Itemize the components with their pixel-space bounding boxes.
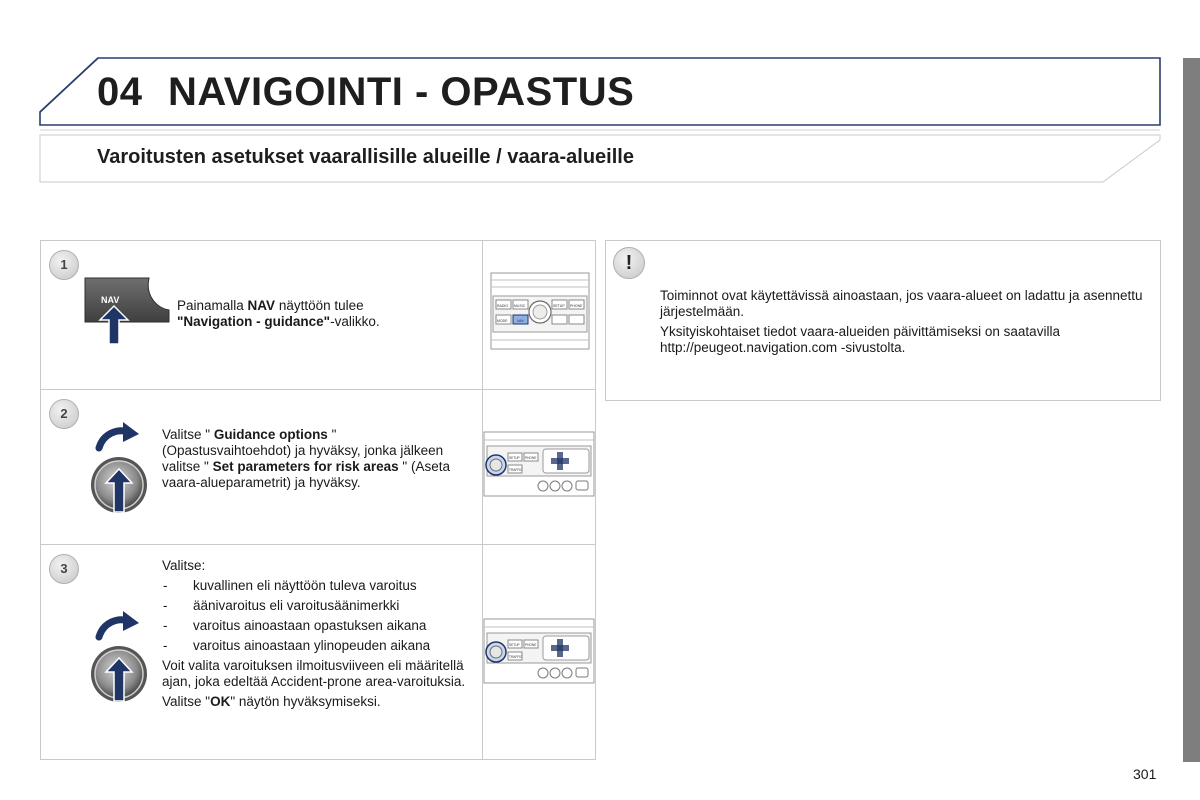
radio-panel-knob-illustration (483, 431, 595, 499)
step-2-image-cell (482, 390, 595, 544)
step-1-text: Painamalla NAV näyttöön tulee "Navigation - guidance"-valikko. (177, 298, 380, 329)
panel-key-phone: PHONE (525, 643, 537, 647)
step-2-text: Valitse " Guidance options " (Opastusvaihtoehdot) ja hyväksy, jonka jälkeen valitse " Set parameters for risk areas " (Aseta vaara-alueparametrit) ja hyväksy. (162, 427, 450, 490)
panel-key-radio: RADIO (497, 304, 509, 308)
info-note-box (605, 240, 1161, 401)
step-1-image-cell (482, 241, 595, 389)
info-note-paragraph-2: Yksityiskohtaiset tiedot vaara-alueiden päivittämiseksi on saatavilla http://peugeot.navigation.com -sivustolta. (660, 324, 1060, 355)
panel-key-setup: SETUP (509, 643, 520, 647)
panel-key-phone: PHONE (570, 304, 583, 308)
alert-option-guidance-only: - varoitus ainoastaan opastuksen aikana (162, 618, 477, 634)
step-3-intro: Valitse: (162, 558, 206, 573)
step-badge: 1 (49, 250, 79, 280)
step-2 (41, 390, 595, 545)
step-badge: 3 (49, 554, 79, 584)
panel-key-phone: PHONE (525, 456, 537, 460)
section-title: Varoitusten asetukset vaarallisille alueille / vaara-alueille (97, 146, 634, 168)
step-badge: 2 (49, 399, 79, 429)
radio-panel-nav-illustration (490, 272, 590, 350)
panel-key-traffic: TRAFFIC (509, 468, 523, 472)
info-note-paragraph-1: Toiminnot ovat käytettävissä ainoastaan, jos vaara-alueet on ladattu ja asennettu järjestelmään. (660, 288, 1143, 319)
panel-key-setup: SETUP (509, 456, 520, 460)
chapter-title: NAVIGOINTI - OPASTUS (168, 70, 635, 114)
alert-options-list (162, 578, 477, 654)
panel-key-nav: NAV (517, 319, 524, 323)
step-3-image-cell (482, 545, 595, 759)
steps-panel (40, 240, 596, 760)
alert-option-sound: - äänivaroitus eli varoitusäänimerkki (162, 598, 477, 614)
step-3 (41, 545, 595, 759)
step-3-delay-text: Voit valita varoituksen ilmoitusviiveen eli määritellä ajan, joka edeltää Accident-prone area-varoituksia. (162, 658, 466, 689)
alert-option-visual: - kuvallinen eli näyttöön tuleva varoitus (162, 578, 477, 594)
step-3-text (162, 558, 477, 710)
panel-key-mode: MODE (497, 319, 508, 323)
nav-button-icon (81, 274, 171, 349)
rotary-knob-press-icon (87, 418, 149, 515)
panel-key-music: MUSIC (514, 304, 526, 308)
chapter-number: 04 (97, 70, 143, 114)
nav-button-label: NAV (101, 295, 120, 305)
rotary-knob-press-icon (87, 607, 149, 704)
panel-key-traffic: TRAFFIC (509, 655, 523, 659)
alert-option-speeding-only: - varoitus ainoastaan ylinopeuden aikana (162, 638, 477, 654)
chapter-side-tab (1183, 58, 1200, 762)
step-3-confirm-text: Valitse "OK" näytön hyväksymiseksi. (162, 694, 381, 709)
radio-panel-knob-illustration (483, 618, 595, 686)
warning-icon: ! (613, 247, 645, 279)
page-number: 301 (1133, 766, 1157, 782)
info-note-text (660, 288, 1150, 360)
panel-key-setup: SETUP (553, 304, 565, 308)
step-1 (41, 241, 595, 390)
